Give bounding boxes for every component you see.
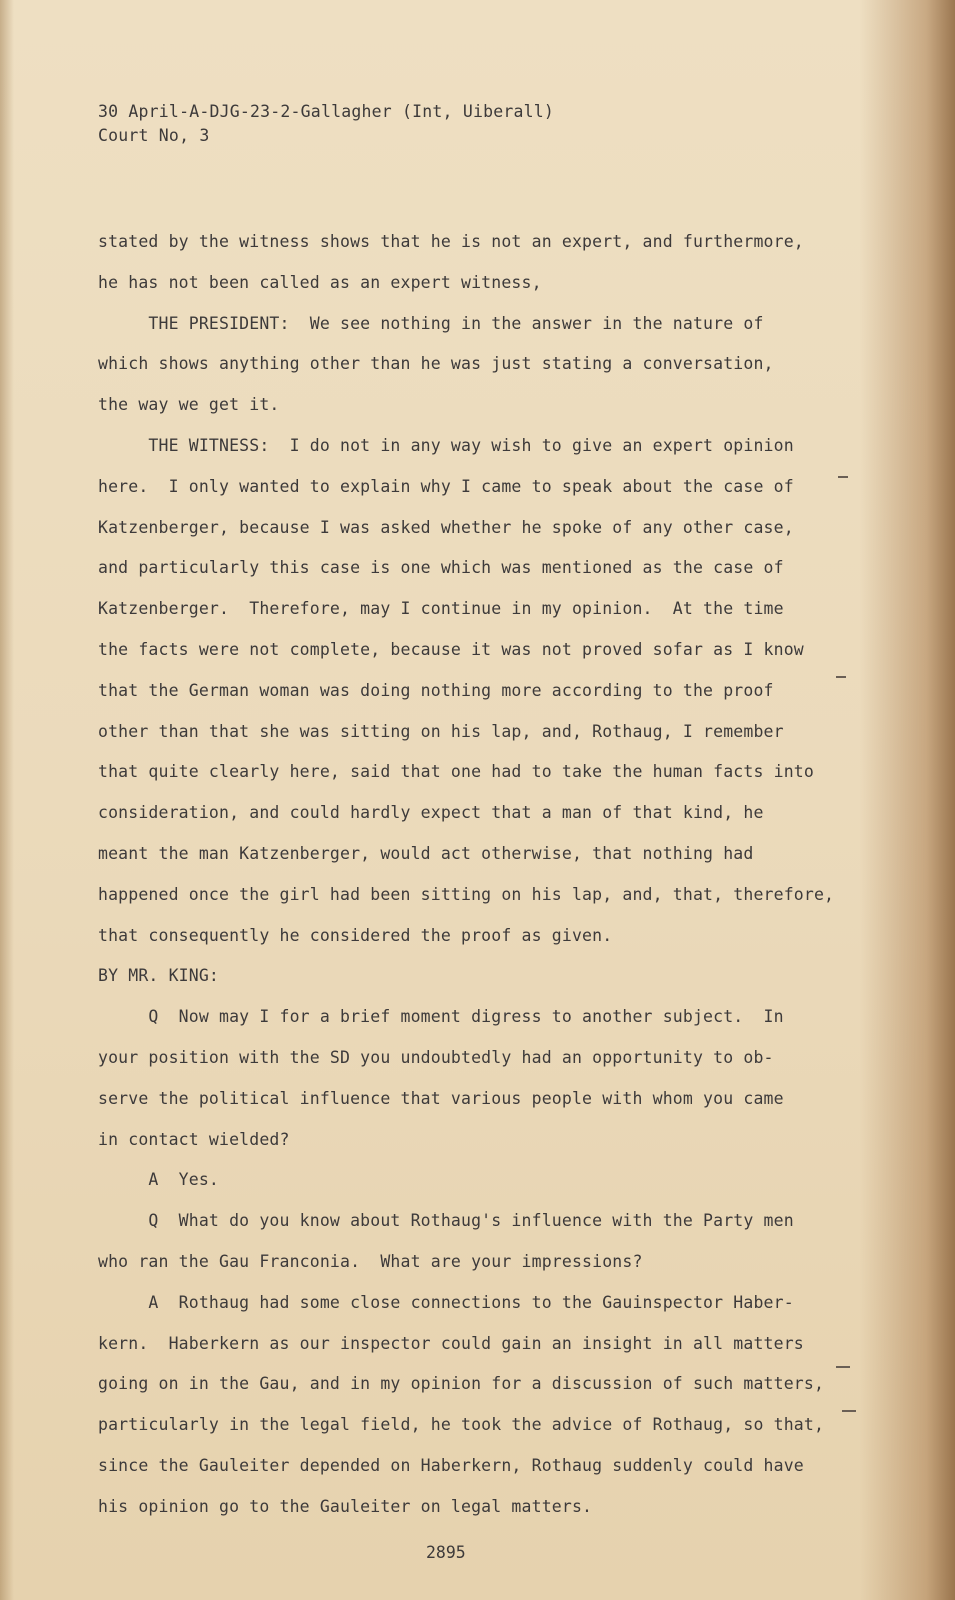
transcript-line: the way we get it. bbox=[98, 395, 280, 414]
transcript-line: which shows anything other than he was just stating a conversation, bbox=[98, 354, 774, 373]
transcript-line: consideration, and could hardly expect that a man of that kind, he bbox=[98, 803, 764, 822]
transcript-line: he has not been called as an expert witness, bbox=[98, 273, 542, 292]
transcript-line: here. I only wanted to explain why I came to speak about the case of bbox=[98, 477, 794, 496]
transcript-line: that consequently he considered the proof as given. bbox=[98, 926, 613, 945]
transcript-line: who ran the Gau Franconia. What are your impressions? bbox=[98, 1252, 643, 1271]
transcript-line: Katzenberger. Therefore, may I continue in my opinion. At the time bbox=[98, 599, 784, 618]
transcript-line: the facts were not complete, because it was not proved sofar as I know bbox=[98, 640, 804, 659]
transcript-line: stated by the witness shows that he is not an expert, and furthermore, bbox=[98, 232, 804, 251]
document-header bbox=[98, 100, 554, 148]
transcript-line: your position with the SD you undoubtedly had an opportunity to ob- bbox=[98, 1048, 774, 1067]
transcript-line: A Rothaug had some close connections to the Gauinspector Haber- bbox=[98, 1293, 794, 1312]
header-reference-line: 30 April-A-DJG-23-2-Gallagher (Int, Uiberall) bbox=[98, 102, 555, 121]
margin-mark bbox=[836, 1366, 850, 1368]
transcript-line: since the Gauleiter depended on Haberkern, Rothaug suddenly could have bbox=[98, 1456, 804, 1475]
transcript-line: and particularly this case is one which was mentioned as the case of bbox=[98, 558, 784, 577]
transcript-line: meant the man Katzenberger, would act otherwise, that nothing had bbox=[98, 844, 754, 863]
margin-mark bbox=[836, 676, 846, 678]
transcript-line: going on in the Gau, and in my opinion for a discussion of such matters, bbox=[98, 1374, 825, 1393]
margin-mark bbox=[838, 476, 848, 478]
transcript-line: other than that she was sitting on his lap, and, Rothaug, I remember bbox=[98, 722, 784, 741]
transcript-line: A Yes. bbox=[98, 1170, 220, 1189]
page-number: 2895 bbox=[426, 1543, 466, 1562]
transcript-line: that the German woman was doing nothing more according to the proof bbox=[98, 681, 774, 700]
transcript-line: BY MR. KING: bbox=[98, 966, 220, 985]
transcript-line: his opinion go to the Gauleiter on legal matters. bbox=[98, 1497, 593, 1516]
transcript-line: kern. Haberkern as our inspector could gain an insight in all matters bbox=[98, 1334, 804, 1353]
transcript-line: that quite clearly here, said that one had to take the human facts into bbox=[98, 762, 814, 781]
transcript-line: serve the political influence that various people with whom you came bbox=[98, 1089, 784, 1108]
transcript-line: THE PRESIDENT: We see nothing in the answer in the nature of bbox=[98, 314, 764, 333]
header-court-line: Court No, 3 bbox=[98, 126, 210, 145]
transcript-line: THE WITNESS: I do not in any way wish to give an expert opinion bbox=[98, 436, 794, 455]
transcript-line: happened once the girl had been sitting on his lap, and, that, therefore, bbox=[98, 885, 835, 904]
transcript-line: Katzenberger, because I was asked whether he spoke of any other case, bbox=[98, 518, 794, 537]
transcript-line: Q What do you know about Rothaug's influence with the Party men bbox=[98, 1211, 794, 1230]
transcript-line: particularly in the legal field, he took the advice of Rothaug, so that, bbox=[98, 1415, 825, 1434]
margin-mark bbox=[842, 1410, 856, 1412]
transcript-line: Q Now may I for a brief moment digress to another subject. In bbox=[98, 1007, 784, 1026]
transcript-line: in contact wielded? bbox=[98, 1130, 290, 1149]
